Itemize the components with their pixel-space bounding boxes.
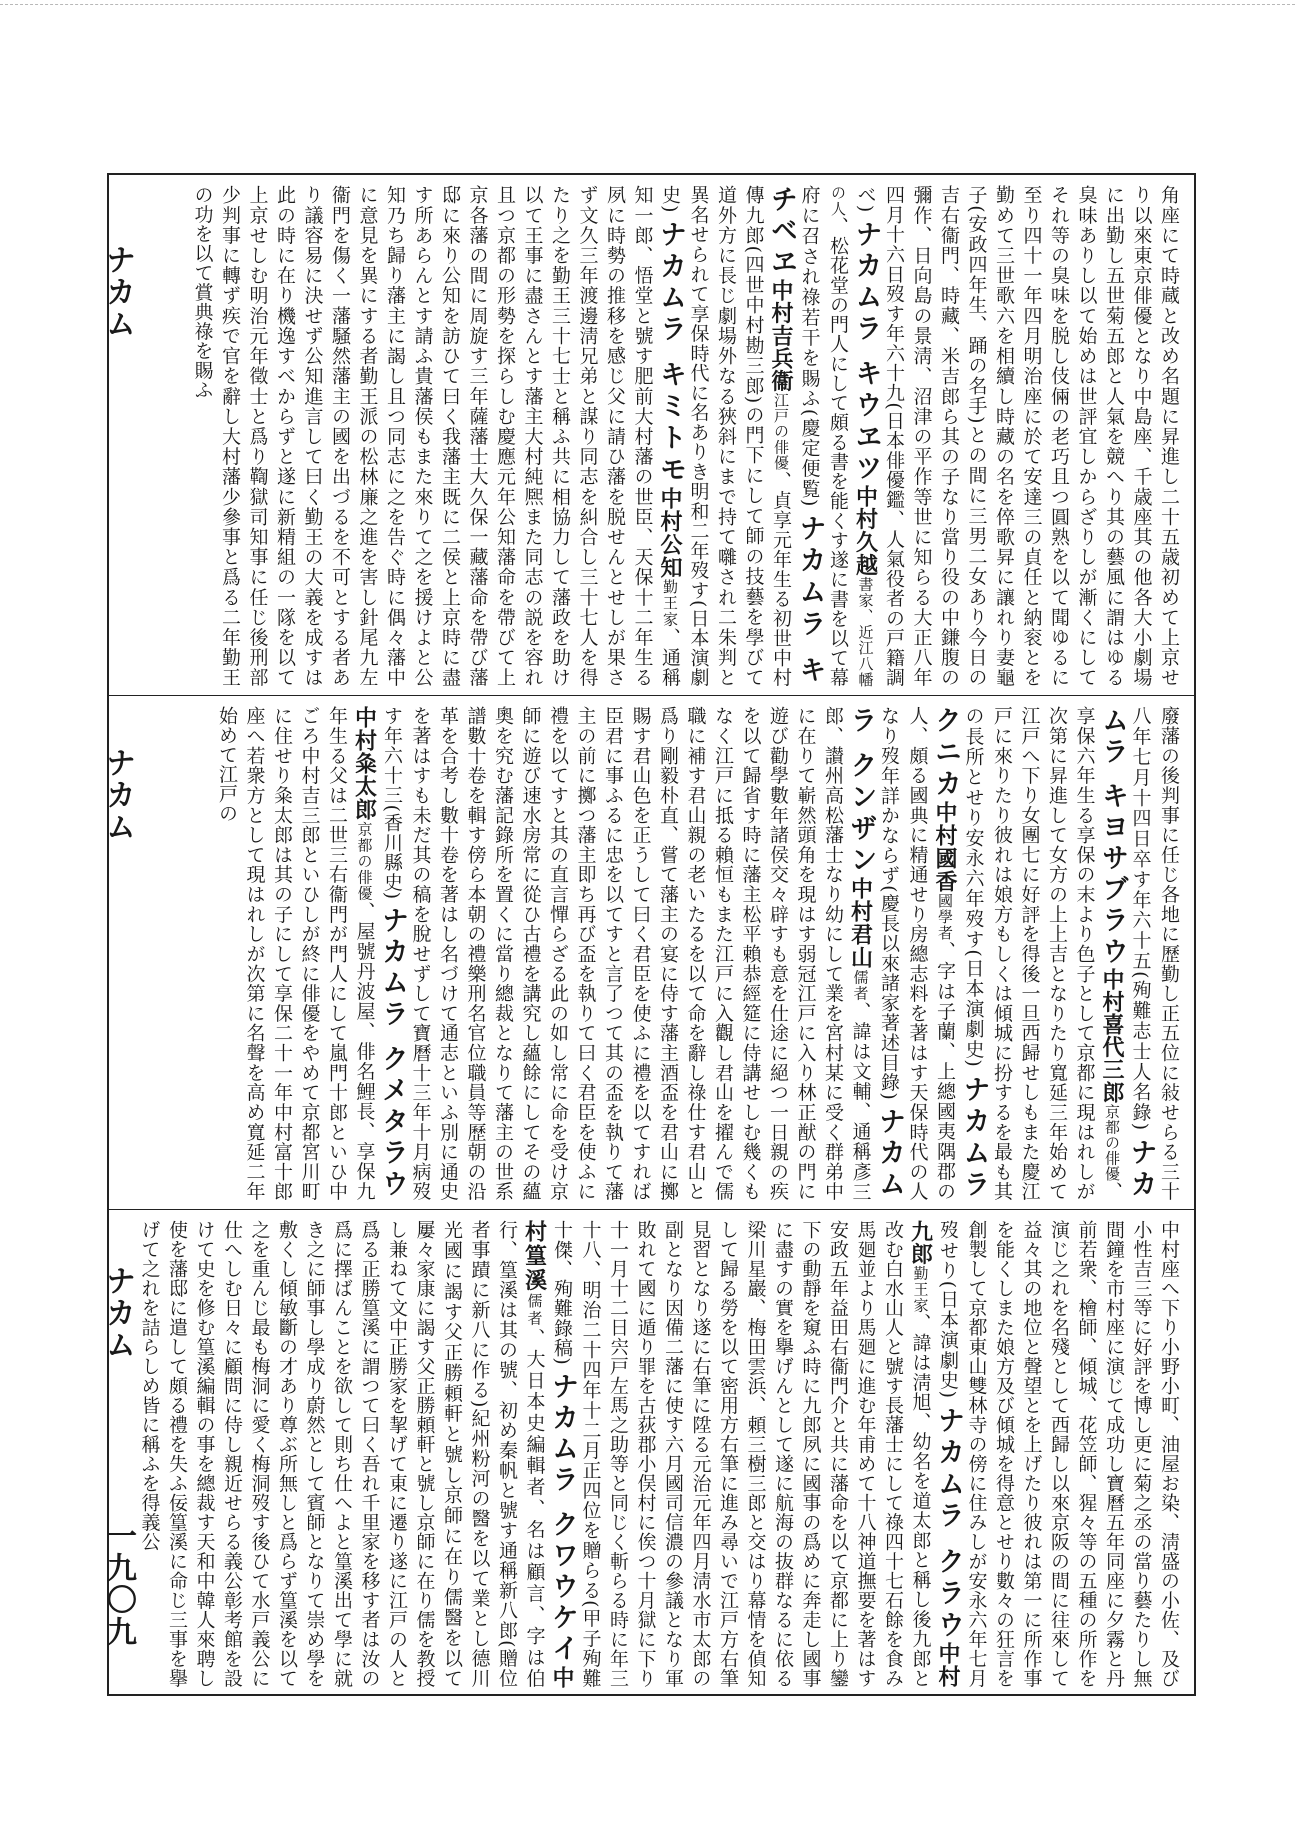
- entry: ナカムラ キチベヱ中村吉兵衞江戸の俳優、貞享元年生る初世中村傳九郎(四世中村勘三郎)の門下にして師の技藝を學びて道外方に長じ劇場外なる狹斜にまで持て囃され二朱判と異名せられて享保時代に名ありき明和二年歿す(日本演劇史): [659, 185, 826, 687]
- entry: ナカムラ キミトモ中村公知勤王家、通稱知一郎、悟堂と號す肥前大村藩の世臣、天保十二年生る夙に時勢の推移を感じ父に請ひ藩を脱せんとせしが果さず文久三年渡邊淸兄弟と謀り同志を糾合し三十七人を得たり之を勤王三十七士と稱ふ共に相協力して藩政を助け以て王事に盡さんとす藩主大村純熈また同志の説を容れ且つ京都の形勢を探らしむ慶應元年公知藩命を帶びて上京各藩の間に周旋す三年薩藩士大久保一藏藩命を帶び藩邸に來り公知を訪ひて曰く我藩主既に二侯と上京時に盡す所あらんとす請ふ貴藩侯もまた來りて之を援けよと公知乃ち歸り藩主に謁し且つ同志に之を告ぐ時に偶々藩中に意見を異にする者勤王派の松林廉之進を害し針尾九左衞門を傷く一藩騒然藩主の國を出づるを不可とする者あり議容易に決せず公知進言して曰く勤王の大義を成すは此の時に在り機逸すべからずと遂に新精組の一隊を以て上京せしむ明治元年徵士と爲り鞫獄司知事に任じ後刑部少判事に轉ず疾で官を辭し大村藩少參事と爲る二年勤王の功を以て賞典祿を賜ふ: [191, 185, 686, 687]
- entry-heading: ナカムラ キウヱツ: [850, 219, 882, 485]
- text-columns: [121, 706, 1182, 1201]
- entry: ナカムラ クワウケイ中村篁溪儒者、大日本史編輯者、名は顧言、字は伯行、篁溪は其の號、初め秦帆と號す通稱新八郎(贈位者事蹟に新八に作る)紀州粉河の醫を以て業とし德川光國に謁す父正勝頼軒と號し京師に在り儒醫を以て屢々家康に謁す父正勝頼軒と號し京師に在り儒を教授し兼ねて文中正勝家を挈げて東に遷り遂に江戸の人と爲る正勝篁溪に謂つて曰く吾れ千里家を移す者は汝の爲に擇ばんことを欲して則ち仕へよと篁溪出て學に就き之に師事し學成り蔚然として賓師となりて崇め學を敷くし傾敏斷の才あり尊ぶ所無しと爲らず篁溪を以て之を重んじ最も梅洞に愛く梅洞歿す後ひて水戸義公に仕へしむ日々に顧問に侍し親近せらる義公彰考館を設けて史を修む篁溪編輯の事を總裁す天和中韓人來聘し使を藩邸に遣して頗る禮を失ふ佞篁溪に命じ三事を擧げて之れを詰らしめ皆に稱ふを得義公: [138, 1220, 578, 1688]
- entry: ナカムラ キヨサブラウ中村喜代三郎京都の俳優、享保六年生る享保の末より色子として京都に現はれしが次第に昇進して女方の上上吉となりたり寬延三年始めて江戸へ下り女團七に好評を得後一旦西歸せしもまた慶江戸に來りたり彼れは娘方もしくは傾城に扮するを最も其の長所とせり安永六年歿す(日本演劇史): [962, 706, 1157, 1201]
- entry-body: 字は子蘭、上總國夷隅郡の人、頗る國典に精通せり房總志料を著はす天保時代の人なり歿年詳かならず(慶長以來諸家著述目錄): [878, 706, 956, 1201]
- text-columns: [121, 185, 1182, 687]
- entry-role: 京都の俳優: [355, 821, 374, 902]
- entry-name: 中村國香: [932, 800, 958, 893]
- entry-name: 中村喜代三郎: [1099, 968, 1125, 1104]
- entry: ナカムラ クニカ中村國香國學者、字は子蘭、上總國夷隅郡の人、頗る國典に精通せり房總志料を著はす天保時代の人なり歿年詳かならず(慶長以來諸家著述目錄): [878, 706, 990, 1201]
- entry: ナカムラ キウヱツ中村久越書家、近江八幡の人、松花堂の門人にして頗る書を能くす遂に書を以て幕府に召され祿若干を賜ふ(慶定便覧): [798, 185, 882, 687]
- entry-name: 中村公知: [657, 486, 683, 580]
- entry-heading: ナカムラ クワウケイ: [547, 1371, 578, 1666]
- entry-name: 中村吉兵衞: [768, 278, 794, 393]
- entry: ナカムラ クンザン中村君山儒者、諱は文輔、通稱彥三郎、讃州高松藩士なり幼にして業を宮村某に受く群弟中に在りて嶄然頭角を現はす弱冠江戸に入り林正猷の門に遊び勸學數年諸侯交々辟すも意を仕途に絕つ一日親の疾を以て歸省す時に藩主松平賴恭經筵に侍講せしむ幾くもなく江戸に抵る賴恒もまた江戸に入觀し君山を擢んで儒職に補す君山親の老いたるを以て命を辭し祿仕す君山と爲り剛毅朴直、嘗て藩主の宴に侍す藩主酒盃を君山に擲賜す君山色を正うして曰く君臣を使ふに禮を以てすれば臣君に事ふるに忠を以てすと言了つて其の盃を執りて藩主の前に擲つ藩主即ち再び盃を執りて曰く君臣を使ふに禮を以てすと其の直言憚らざる此の如し常に命を受け京師に遊び速水房常に從ひ古禮を講究し蘊餘にしてその蘊奧を究む藩記錄所を置くに當り總裁となりて藩主の世系譜數十卷を輯す傍ら本朝の禮樂刑名官位職員等歷朝の沿革を合考し數十卷を著はし名づけて通志といふ別に通史を著はすも未だ其の稿を脫せずして寶曆十三年十月病歿す年六十三(香川縣史): [381, 706, 905, 1201]
- entry-name: 中村粂太郎: [351, 706, 378, 822]
- entry-body: 屋號丹波屋、俳名鯉長、享保九年生る父は二世三右衞門が門人にして嵐門十郎といひ中ごろ中村吉三郎といひしが終に俳優をやめて京都宮川町に住せり粂太郎は其の子にして享保二十一年中村富十郎座へ若衆方として現はれしが次第に名聲を高め寬延二年始めて江戸の: [216, 706, 376, 1201]
- entry-body: 諱は文輔、通稱彥三郎、讃州高松藩士なり幼にして業を宮村某に受く群弟中に在りて嶄然頭角を現はす弱冠江戸に入り林正猷の門に遊び勸學數年諸侯交々辟すも意を仕途に絕つ一日親の疾を以て歸省す時に藩主松平賴恭經筵に侍講せしむ幾くもなく江戸に抵る賴恒もまた江戸に入觀し君山を擢んで儒職に補す君山親の老いたるを以て命を辭し祿仕す君山と爲り剛毅朴直、嘗て藩主の宴に侍す藩主酒盃を君山に擲賜す君山色を正うして曰く君臣を使ふに禮を以てすれば臣君に事ふるに忠を以てすと言了つて其の盃を執りて藩主の前に擲つ藩主即ち再び盃を執りて曰く君臣を使ふに禮を以てすと其の直言憚らざる此の如し常に命を受け京師に遊び速水房常に從ひ古禮を講究し蘊餘にしてその蘊奧を究む藩記錄所を置くに當り總裁となりて藩主の世系譜數十卷を輯す傍ら本朝の禮樂刑名官位職員等歷朝の沿革を合考し數十卷を著はし名づけて通志といふ別に通史を著はすも未だ其の稿を脫せずして寶曆十三年十月病歿す年六十三(香川縣史): [381, 706, 872, 1201]
- band-upper: [109, 175, 1194, 696]
- entry-body: 諱は淸旭、幼名を道太郎と稱し後九郎と改む白水山人と號す長藩士にして祿四十七石餘を食み馬廻並より馬廻に進む年甫めて十八神道撫要を著はす安政五年益田右衞門介と共に藩命を以て京都に上り鑾下の動靜を窺ふ時に九郎夙に國事の爲めに奔走し國事に盡すの實を擧げんとして遂に航海の抜群なるに依る梁川星巖、梅田雲浜、頼三樹三郎と交はり幕情を偵知して歸る勞を以て密用方右筆に進み尋いで江戸方右筆見習となり遂に右筆に陞る元治元年四月淸水市太郎の副となり因備二藩に使す六月國司信濃の參議となり軍敗れて國に遁り罪を古荻郡小俣村に俟つ十月獄に下り十一月十二日宍戸左馬之助等と同じく斬らる時に年三十八、明治二十四年十二月正四位を贈らる(甲子殉難十傑、殉難錄稿): [551, 1220, 932, 1688]
- continued-text: 中村座へ下り小野小町、油屋お染、淸盛の小佐、及び小性吉三等に好評を博し更に菊之丞の當り藝たりし無間鐘を市村座に演じて成功し寶曆五年同座に夕霧と丹前若衆、檜師、傾城、花笠師、猩々等の五種の所作を演じ之れを名殘として西歸し以來京阪の間に往來して益々其の地位と聲望とを上げたり彼れは第一に所作事を能くしまた娘方及び傾城を得意とせり數々の狂言を創製して京都東山雙林寺の傍に住みしが安永六年七月歿せり(日本演劇史): [937, 1220, 1180, 1688]
- entry-role: 勤王家: [661, 579, 679, 628]
- entry-role: 儒者: [525, 1292, 544, 1328]
- running-head-label: ナカム: [100, 747, 135, 843]
- entry-role: 江戸の俳優: [772, 392, 790, 471]
- entry-heading: ナカムラ キヨサブラウ: [1097, 706, 1157, 1201]
- entry-name: 中村君山: [847, 877, 874, 970]
- entry-role: 國學者: [936, 892, 954, 941]
- entry-heading: ナカムラ キミトモ: [655, 220, 686, 487]
- entry-name: 中村篁溪: [521, 1220, 575, 1688]
- top-dashed-rule: [0, 4, 1295, 5]
- text-columns: [121, 1220, 1182, 1688]
- entry: ナカムラ クメタラウ中村粂太郎京都の俳優、屋號丹波屋、俳名鯉長、享保九年生る父は二世三右衞門が門人にして嵐門十郎といひ中ごろ中村吉三郎といひしが終に俳優をやめて京都宮川町に住せり粂太郎は其の子にして享保二十一年中村富十郎座へ若衆方として現はれしが次第に名聲を高め寬延二年始めて江戸の: [216, 706, 408, 1201]
- continued-text: 角座にて時蔵と改め名題に昇進し二十五歳初めて上京せり以來東京俳優となり中島座、千歳座其の他各大小劇場に出勤し五世菊五郎と人氣を競へり其の藝風に謂はゆる臭味ありし以て始めは世評宜しからざりしが漸くにしてそれ等の臭味を脱し伎倆の老巧且つ圓熟を以て聞ゆるに至り四十一年四月明治座に於て安達三の貞任と納衮とを勤めて三世歌六を相續し時藏の名を倅歌昇に讓れり妻龜子(安政四年生、踊の名手)との間に三男二女あり今日の吉右衞門、時藏、米吉郎ら其の子なり當り役の中鎌腹の彌作、日向島の景淸、沼津の平作等世に知らる大正八年四月十六日歿す年六十九(日本俳優鑑、人氣役者の戸籍調べ): [854, 185, 1180, 687]
- page-frame: [107, 173, 1196, 1696]
- entry-body: 大日本史編輯者、名は顧言、字は伯行、篁溪は其の號、初め秦帆と號す通稱新八郎(贈位者事蹟に新八に作る)紀州粉河の醫を以て業とし德川光國に謁す父正勝頼軒と號し京師に在り儒醫を以て屢々家康に謁す父正勝頼軒と號し京師に在り儒を教授し兼ねて文中正勝家を挈げて東に遷り遂に江戸の人と爲る正勝篁溪に謂つて曰く吾れ千里家を移す者は汝の爲に擇ばんことを欲して則ち仕へよと篁溪出て學に就き之に師事し學成り蔚然として賓師となりて崇め學を敷くし傾敏斷の才あり尊ぶ所無しと爲らず篁溪を以て之を重んじ最も梅洞に愛く梅洞歿す後ひて水戸義公に仕へしむ日々に顧問に侍し親近せらる義公彰考館を設けて史を修む篁溪編輯の事を總裁す天和中韓人來聘し使を藩邸に遣して頗る禮を失ふ佞篁溪に命じ三事を擧げて之れを詰らしめ皆に稱ふを得義公: [138, 1220, 546, 1688]
- entry: ナカムラ クラウ中村九郎勤王家、諱は淸旭、幼名を道太郎と稱し後九郎と改む白水山人と號す長藩士にして祿四十七石餘を食み馬廻並より馬廻に進む年甫めて十八神道撫要を著はす安政五年益田右衞門介と共に藩命を以て京都に上り鑾下の動靜を窺ふ時に九郎夙に國事の爲めに奔走し國事に盡すの實を擧げんとして遂に航海の抜群なるに依る梁川星巖、梅田雲浜、頼三樹三郎と交はり幕情を偵知して歸る勞を以て密用方右筆に進み尋いで江戸方右筆見習となり遂に右筆に陞る元治元年四月淸水市太郎の副となり因備二藩に使す六月國司信濃の參議となり軍敗れて國に遁り罪を古荻郡小俣村に俟つ十月獄に下り十一月十二日宍戸左馬之助等と同じく斬らる時に年三十八、明治二十四年十二月正四位を贈らる(甲子殉難十傑、殉難錄稿): [551, 1220, 964, 1688]
- entry-body: 通稱知一郎、悟堂と號す肥前大村藩の世臣、天保十二年生る夙に時勢の推移を感じ父に請ひ藩を脱せんとせしが果さず文久三年渡邊淸兄弟と謀り同志を糾合し三十七人を得たり之を勤王三十七士と稱ふ共に相協力して藩政を助け以て王事に盡さんとす藩主大村純熈また同志の説を容れ且つ京都の形勢を探らしむ慶應元年公知藩命を帶びて上京各藩の間に周旋す三年薩藩士大久保一藏藩命を帶び藩邸に來り公知を訪ひて曰く我藩主既に二侯と上京時に盡す所あらんとす請ふ貴藩侯もまた來りて之を援けよと公知乃ち歸り藩主に謁し且つ同志に之を告ぐ時に偶々藩中に意見を異にする者勤王派の松林廉之進を害し針尾九左衞門を傷く一藩騒然藩主の國を出づるを不可とする者あり議容易に決せず公知進言して曰く勤王の大義を成すは此の時に在り機逸すべからずと遂に新精組の一隊を以て上京せしむ明治元年徵士と爲り鞫獄司知事に任じ後刑部少判事に轉ず疾で官を辭し大村藩少參事と爲る二年勤王の功を以て賞典祿を賜ふ: [191, 185, 681, 687]
- entry-role: 書家、近江八幡の人: [829, 185, 875, 687]
- running-head-label: ナカム: [100, 244, 135, 340]
- entry-heading: ナカムラ クニカ: [930, 706, 990, 1201]
- entry-name: 中村九郎: [907, 1220, 961, 1688]
- entry-role: 京都の俳優: [1103, 1103, 1121, 1182]
- entry-heading: ナカムラ クラウ: [933, 1405, 964, 1643]
- continued-text: 廢藩の後判事に任じ各地に歷勤し正五位に敍せらる三十八年七月十四日卒す年六十五(殉難志士人名錄): [1129, 706, 1180, 1201]
- running-head-label: ナカム: [100, 1265, 135, 1361]
- entry-body: 松花堂の門人にして頗る書を能くす遂に書を以て幕府に召され祿若干を賜ふ(慶定便覧): [798, 185, 849, 687]
- entry-heading: ナカムラ クメタラウ: [377, 906, 408, 1201]
- entry-heading: ナカムラ クンザン: [845, 706, 905, 1201]
- page-number: 一九〇九: [101, 1520, 136, 1648]
- entry-body: 貞享元年生る初世中村傳九郎(四世中村勘三郎)の門下にして師の技藝を學びて道外方に長じ劇場外なる狹斜にまで持て囃され二朱判と異名せられて享保時代に名ありき明和二年歿す(日本演劇史): [659, 185, 792, 687]
- band-middle: [109, 696, 1194, 1210]
- entry-role: 勤王家: [911, 1265, 930, 1313]
- entry-heading: ナカムラ キチベヱ: [766, 185, 826, 687]
- entry-role: 儒者: [851, 969, 870, 1002]
- entry-name: 中村久越: [852, 484, 879, 577]
- entry-body: 享保六年生る享保の末より色子として京都に現はれしが次第に昇進して女方の上上吉となりたり寬延三年始めて江戸へ下り女團七に好評を得後一旦西歸せしもまた慶江戸に來りたり彼れは娘方もしくは傾城に扮するを最も其の長所とせり安永六年歿す(日本演劇史): [962, 706, 1096, 1201]
- band-lower: [109, 1210, 1194, 1696]
